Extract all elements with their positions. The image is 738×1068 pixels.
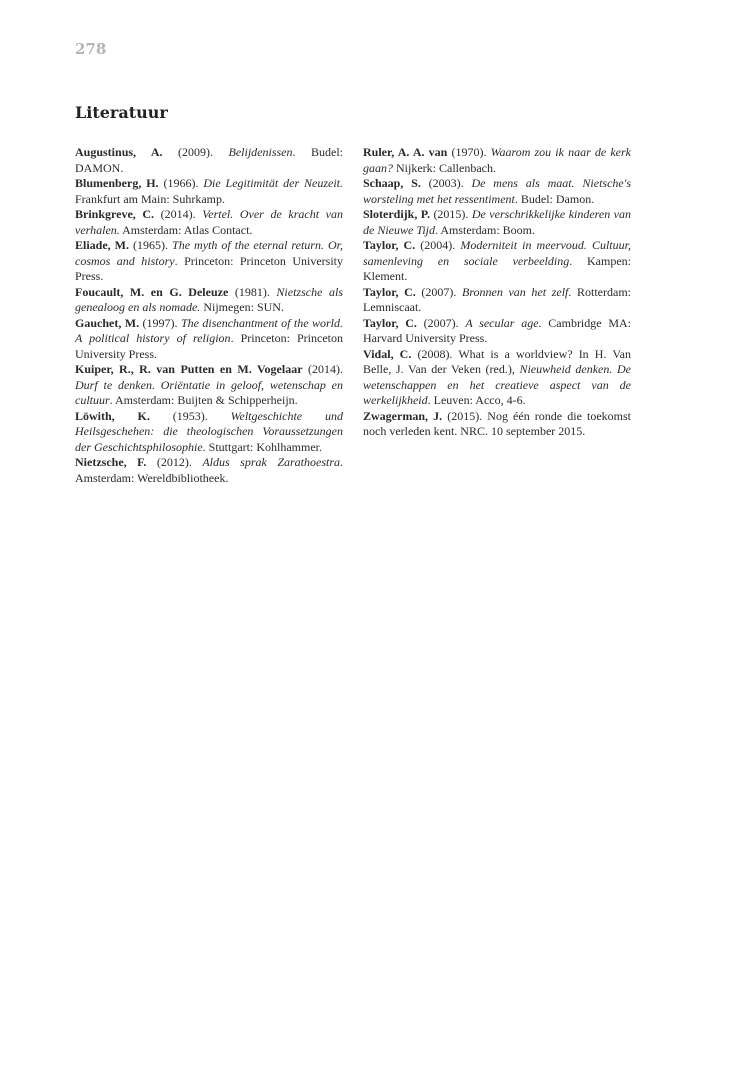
reference-author: Augustinus, A.: [75, 145, 163, 159]
reference-title: Nieuwheid denken. De wetenschappen en het creatieve aspect van de werkelijkheid: [363, 362, 631, 407]
reference-entry: [75, 176, 343, 207]
reference-year: (2015). Nog één ronde die toekomst noch verleden kent. NRC. 10 september 2015.: [363, 408, 631, 438]
reference-author: Zwagerman, J.: [363, 408, 443, 423]
reference-year: (2007).: [416, 315, 466, 330]
reference-year: (1981).: [228, 284, 277, 299]
reference-title: Die Legitimität der Neuzeit.: [203, 176, 343, 190]
reference-publisher: . Cambridge MA: Harvard University Press.: [363, 315, 631, 345]
reference-title: Vertel. Over de kracht van verhalen.: [75, 207, 343, 237]
reference-title: The myth of the eternal return. Or, cosmos and history: [75, 238, 344, 268]
reference-year: (2014).: [302, 362, 343, 376]
reference-title: De mens als maat. Nietsche's worsteling met het ressentiment: [363, 176, 631, 206]
reference-year: (2012).: [146, 455, 203, 469]
reference-year: (1997).: [139, 315, 181, 330]
reference-title: Bronnen van het zelf: [461, 284, 569, 299]
page-number: 278: [75, 40, 107, 58]
reference-author: Taylor, C.: [363, 315, 417, 330]
reference-entry: [363, 207, 631, 238]
reference-publisher: . Princeton: Princeton University Press.: [75, 253, 343, 283]
bibliography-left-column: [75, 145, 343, 486]
reference-author: Taylor, C.: [363, 284, 416, 299]
reference-author: Blumenberg, H.: [75, 176, 159, 190]
reference-year: (2008). What is a worldview? In H. Van Belle, J. Van der Veken (red.),: [363, 346, 631, 376]
reference-year: (2009).: [162, 145, 229, 159]
reference-author: Kuiper, R., R. van Putten en M. Vogelaar: [75, 362, 303, 376]
reference-publisher: Nijmegen: SUN.: [200, 300, 284, 314]
reference-author: Nietzsche, F.: [75, 455, 147, 469]
reference-title: The disenchantment of the world. A political history of religion: [75, 315, 343, 345]
reference-publisher: . Amsterdam: Boom.: [435, 222, 535, 237]
reference-author: Gauchet, M.: [75, 315, 140, 330]
reference-publisher: Nijkerk: Callenbach.: [393, 160, 496, 175]
reference-entry: [75, 409, 343, 456]
reference-publisher: . Kampen: Klement.: [363, 253, 631, 283]
reference-year: (2007).: [415, 284, 462, 299]
reference-entry: [75, 455, 343, 486]
reference-year: (1966).: [158, 176, 204, 190]
reference-publisher: . Princeton: Princeton University Press.: [75, 331, 343, 361]
reference-title: Durf te denken. Oriëntatie in geloof, wetenschap en cultuur: [75, 377, 343, 407]
reference-entry: [363, 409, 631, 440]
reference-publisher: . Budel: DAMON.: [75, 145, 343, 175]
reference-title: Waarom zou ik naar de kerk gaan?: [363, 145, 632, 175]
reference-title: Weltgeschichte und Heilsgeschehen: die theologischen Voraussetzungen der Geschichtsphilosophie: [75, 408, 343, 454]
reference-year: (1970).: [447, 145, 491, 159]
reference-publisher: . Amsterdam: Buijten & Schipperheijn.: [109, 393, 298, 407]
reference-author: Vidal, C.: [363, 346, 412, 361]
reference-publisher: . Stuttgart: Kohlhammer.: [202, 439, 322, 454]
reference-publisher: . Budel: Damon.: [514, 191, 595, 206]
reference-year: (2014).: [154, 207, 203, 221]
reference-entry: [75, 362, 343, 409]
bibliography-right-column: [363, 145, 631, 440]
reference-author: Löwith, K.: [75, 408, 150, 423]
reference-title: Moderniteit in meervoud. Cultuur, samenleving en sociale verbeelding: [363, 238, 631, 268]
reference-year: (1965).: [129, 238, 173, 252]
reference-publisher: Amsterdam: Atlas Contact.: [119, 222, 253, 237]
reference-publisher: . Amsterdam: Wereldbibliotheek.: [75, 455, 343, 485]
section-heading: Literatuur: [75, 103, 168, 122]
reference-author: Taylor, C.: [363, 238, 416, 252]
reference-author: Eliade, M.: [75, 238, 130, 252]
reference-entry: [75, 238, 343, 285]
reference-publisher: . Leuven: Acco, 4-6.: [427, 393, 526, 407]
reference-entry: [363, 316, 631, 347]
reference-title: A secular age: [465, 315, 539, 330]
reference-title: Aldus sprak Zarathoestra: [202, 455, 340, 469]
reference-author: Sloterdijk, P.: [363, 207, 430, 221]
reference-title: De verschrikkelijke kinderen van de Nieuwe Tijd: [363, 207, 631, 237]
reference-entry: [75, 316, 343, 363]
reference-entry: [75, 145, 343, 176]
reference-year: (1953).: [149, 408, 231, 423]
reference-year: (2003).: [420, 176, 472, 190]
reference-publisher: . Rotterdam: Lemniscaat.: [363, 284, 631, 314]
reference-author: Schaap, S.: [363, 176, 421, 190]
reference-author: Ruler, A. A. van: [363, 145, 448, 159]
reference-entry: [75, 207, 343, 238]
reference-year: (2015).: [430, 207, 472, 221]
reference-title: Belijdenissen: [228, 145, 293, 159]
reference-entry: [363, 145, 631, 176]
reference-year: (2004).: [415, 238, 461, 252]
reference-entry: [75, 285, 343, 316]
reference-entry: [363, 285, 631, 316]
reference-publisher: Frankfurt am Main: Suhrkamp.: [75, 191, 225, 206]
reference-author: Foucault, M. en G. Deleuze: [75, 284, 229, 299]
reference-entry: [363, 176, 631, 207]
reference-entry: [363, 238, 631, 285]
reference-entry: [363, 347, 631, 409]
reference-title: Nietzsche als genealoog en als nomade.: [75, 284, 343, 314]
reference-author: Brinkgreve, C.: [75, 207, 155, 221]
